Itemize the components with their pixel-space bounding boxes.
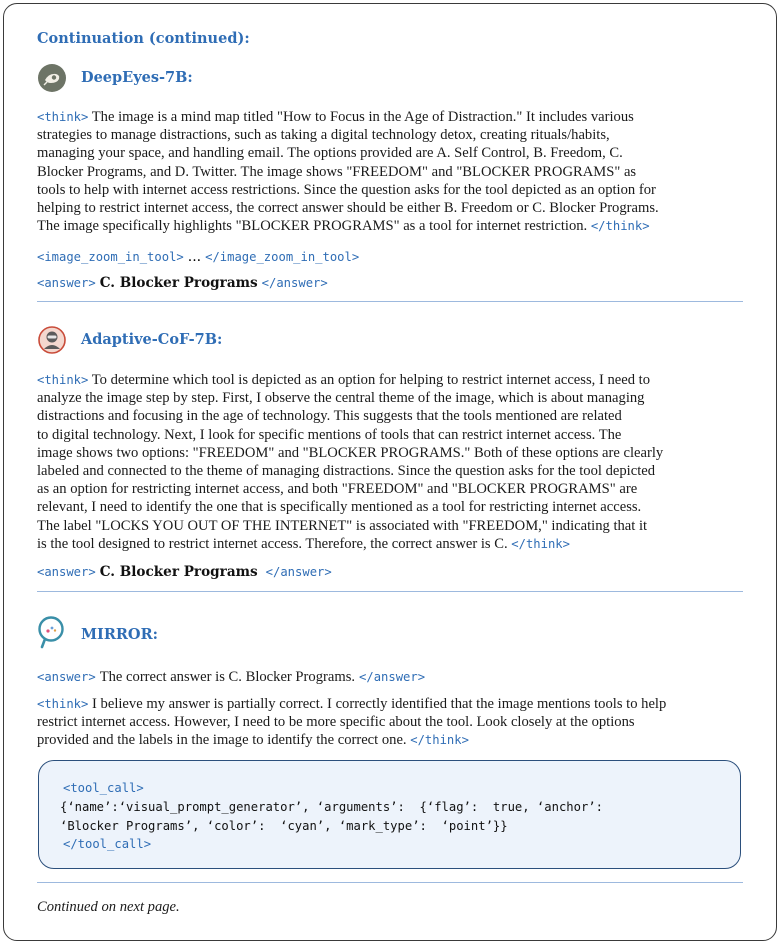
adaptive-cof-avatar-icon bbox=[38, 326, 66, 354]
section-divider bbox=[37, 301, 743, 302]
think-line: to digital technology. Next, I look for specific mentions of tools that can restrict internet access. The bbox=[37, 426, 622, 443]
tool-call-box bbox=[38, 760, 741, 869]
zoom-open-tag: <image_zoom_in_tool> bbox=[37, 250, 184, 264]
answer-close-tag: </answer> bbox=[359, 670, 426, 684]
model-name-deepeyes: DeepEyes-7B: bbox=[81, 69, 193, 86]
think-line: relevant, I need to identify the one that is specifically mentioned as a tool for restricting internet access. bbox=[37, 499, 642, 516]
model-name-mirror: MIRROR: bbox=[81, 626, 158, 643]
mirror-answer-text: The correct answer is C. Blocker Programs. bbox=[99, 669, 356, 685]
think-line: analyze the image step by step. First, I observe the central theme of the image, which is about managing bbox=[37, 390, 645, 407]
adaptive-cof-think-block bbox=[37, 371, 745, 553]
think-line: The label "LOCKS YOU OUT OF THE INTERNET" is associated with "FREEDOM," indicating that it bbox=[37, 517, 648, 534]
think-line: <think> I believe my answer is partially correct. I correctly identified that the image mentions tools to help bbox=[37, 696, 667, 712]
think-line: tools to help with internet access restrictions. Since the question asks for the tool depicted as an option for bbox=[37, 181, 656, 198]
think-open-tag: <think> bbox=[37, 697, 89, 711]
deepeyes-think-block bbox=[37, 108, 745, 235]
think-line: image shows two options: "FREEDOM" and "BLOCKER PROGRAMS." Both of these options are clearly bbox=[37, 444, 664, 461]
think-line: The image specifically highlights "BLOCKER PROGRAMS" as a tool for internet restriction. </think> bbox=[37, 218, 650, 235]
zoom-tool-line bbox=[37, 248, 359, 266]
adaptive-cof-answer-line bbox=[37, 563, 332, 581]
think-line: Blocker Programs, and D. Twitter. The image shows "FREEDOM" and "BLOCKER PROGRAMS" as bbox=[37, 163, 637, 180]
continued-footer: Continued on next page. bbox=[37, 899, 180, 915]
think-open-tag: <think> bbox=[37, 110, 89, 124]
tool-call-line: {‘name’:‘visual_prompt_generator’, ‘arguments’: {‘flag’: true, ‘anchor’: bbox=[60, 800, 603, 814]
mirror-answer-line bbox=[37, 668, 425, 686]
think-line: <think> The image is a mind map titled "How to Focus in the Age of Distraction." It includes various bbox=[37, 109, 634, 125]
tool-call-open-tag: <tool_call> bbox=[63, 781, 144, 795]
answer-open-tag: <answer> bbox=[37, 670, 96, 684]
mirror-logo-icon bbox=[36, 615, 68, 649]
answer-close-tag: </answer> bbox=[265, 565, 332, 579]
think-open-tag: <think> bbox=[37, 373, 89, 387]
tool-call-close-tag: </tool_call> bbox=[63, 837, 152, 851]
section-divider bbox=[37, 882, 743, 883]
think-close-tag: </think> bbox=[511, 536, 570, 551]
mirror-think-block bbox=[37, 695, 745, 750]
think-line: as an option for restricting internet access, and both "FREEDOM" and "BLOCKER PROGRAMS" are bbox=[37, 481, 638, 498]
adaptive-cof-answer: C. Blocker Programs bbox=[99, 564, 258, 580]
zoom-close-tag: </image_zoom_in_tool> bbox=[205, 250, 360, 264]
answer-open-tag: <answer> bbox=[37, 276, 96, 290]
think-line: managing your space, and handling email. The options provided are A. Self Control, B. Freedom, C. bbox=[37, 145, 623, 162]
deepeyes-answer-line bbox=[37, 274, 328, 292]
think-close-tag: </think> bbox=[590, 219, 650, 234]
think-line: restrict internet access. However, I need to be more specific about the tool. Look closely at the options bbox=[37, 714, 635, 731]
deepeyes-answer: C. Blocker Programs bbox=[99, 275, 258, 291]
think-line: is the tool designed to restrict internet access. Therefore, the correct answer is C. </think> bbox=[37, 535, 570, 552]
continuation-heading: Continuation (continued): bbox=[37, 30, 250, 47]
model-name-adaptive-cof: Adaptive-CoF-7B: bbox=[81, 331, 223, 348]
answer-close-tag: </answer> bbox=[261, 276, 328, 290]
answer-open-tag: <answer> bbox=[37, 565, 96, 579]
deepeyes-logo-icon bbox=[38, 64, 66, 92]
think-line: distractions and focusing in the age of technology. This suggests that the tools mentioned are related bbox=[37, 408, 622, 425]
ellipsis: ... bbox=[187, 249, 202, 265]
tool-call-line: ‘Blocker Programs’, ‘color’: ‘cyan’, ‘mark_type’: ‘point’}} bbox=[60, 819, 508, 833]
think-line: provided and the labels in the image to identify the correct one. </think> bbox=[37, 732, 469, 749]
think-line: strategies to manage distractions, such as taking a digital technology detox, creating rituals/habits, bbox=[37, 127, 610, 144]
think-line: labeled and connected to the theme of managing distractions. Since the question asks for the tool depicted bbox=[37, 463, 656, 480]
think-line: <think> To determine which tool is depicted as an option for helping to restrict internet access, I need to bbox=[37, 372, 650, 388]
think-close-tag: </think> bbox=[410, 733, 469, 748]
think-line: helping to restrict internet access, the correct answer should be either B. Freedom or C. Blocker Programs. bbox=[37, 200, 659, 217]
section-divider bbox=[37, 591, 743, 592]
